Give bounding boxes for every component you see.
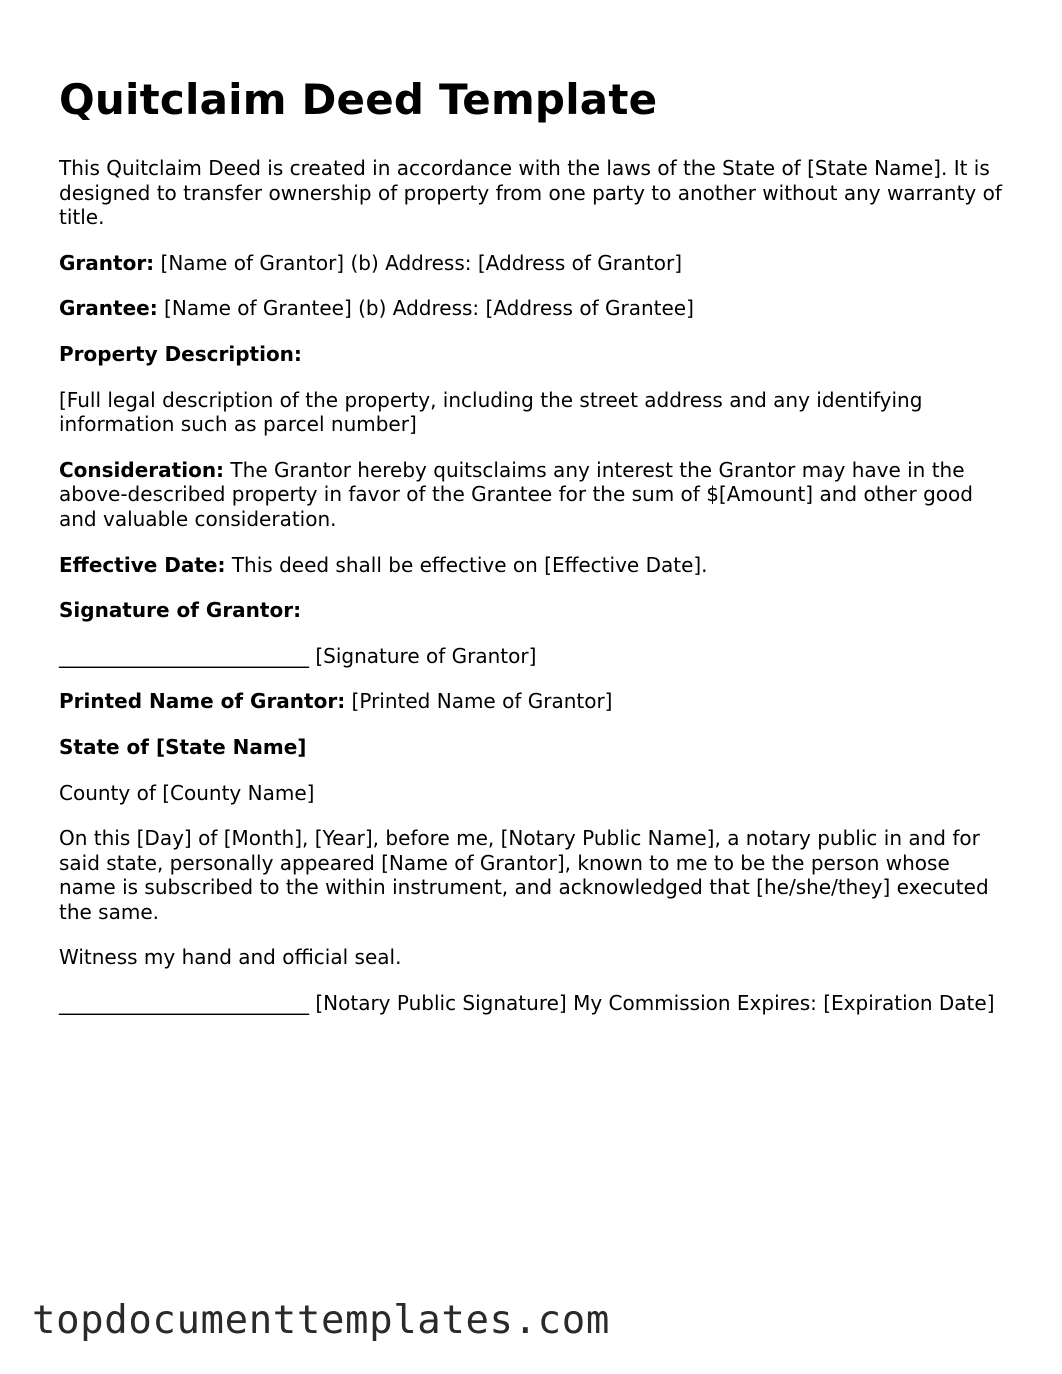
grantor-signature-line: _________________________ [Signature of Grantor] xyxy=(59,643,537,668)
grantee-line xyxy=(59,296,1009,321)
printed-name-label: Printed Name of Grantor: xyxy=(59,689,346,714)
consideration-line xyxy=(59,458,1009,532)
effective-date-label: Effective Date: xyxy=(59,552,226,577)
grantor-line xyxy=(59,251,1009,276)
printed-name-value: [Printed Name of Grantor] xyxy=(345,689,613,714)
grantee-value: [Name of Grantee] (b) Address: [Address of Grantee] xyxy=(157,296,694,321)
printed-name-line xyxy=(59,689,1009,714)
notary-signature-line: _________________________ [Notary Public Signature] My Commission Expires: [Expiration Date] xyxy=(59,991,995,1016)
signature-label: Signature of Grantor: xyxy=(59,598,302,623)
consideration-value: The Grantor hereby quitsclaims any interest the Grantor may have in the above-described property in favor of the Grantee for the sum of $[Amount] and other good and valuable consideration. xyxy=(59,457,973,531)
notary-witness: Witness my hand and official seal. xyxy=(59,945,402,970)
grantee-label: Grantee: xyxy=(59,296,158,321)
grantor-value: [Name of Grantor] (b) Address: [Address of Grantor] xyxy=(154,250,683,275)
effective-date-value: This deed shall be effective on [Effective Date]. xyxy=(225,552,708,577)
page-title: Quitclaim Deed Template xyxy=(59,75,658,124)
intro-paragraph: This Quitclaim Deed is created in accordance with the laws of the State of [State Name]. It is designed to transfer ownership of property from one party to another without any warranty of title. xyxy=(59,156,1002,230)
grantor-label: Grantor: xyxy=(59,250,155,275)
site-watermark: topdocumenttemplates.com xyxy=(32,1298,610,1343)
property-description-heading xyxy=(59,342,1009,367)
signature-heading xyxy=(59,598,1009,623)
notary-state-heading xyxy=(59,735,1009,760)
notary-state: State of [State Name] xyxy=(59,734,307,759)
property-description-text: [Full legal description of the property, including the street address and any identifying information such as parcel number] xyxy=(59,387,923,437)
consideration-label: Consideration: xyxy=(59,457,225,482)
property-label: Property Description: xyxy=(59,341,302,366)
effective-date-line xyxy=(59,553,1009,578)
notary-acknowledgment: On this [Day] of [Month], [Year], before me, [Notary Public Name], a notary public in and for said state, personally appeared [Name of Grantor], known to me to be the person whose name is subscribed to the within instrument, and acknowledged that [he/she/they] executed the same. xyxy=(59,826,989,924)
notary-county: County of [County Name] xyxy=(59,780,315,805)
document-body xyxy=(59,72,1009,1037)
